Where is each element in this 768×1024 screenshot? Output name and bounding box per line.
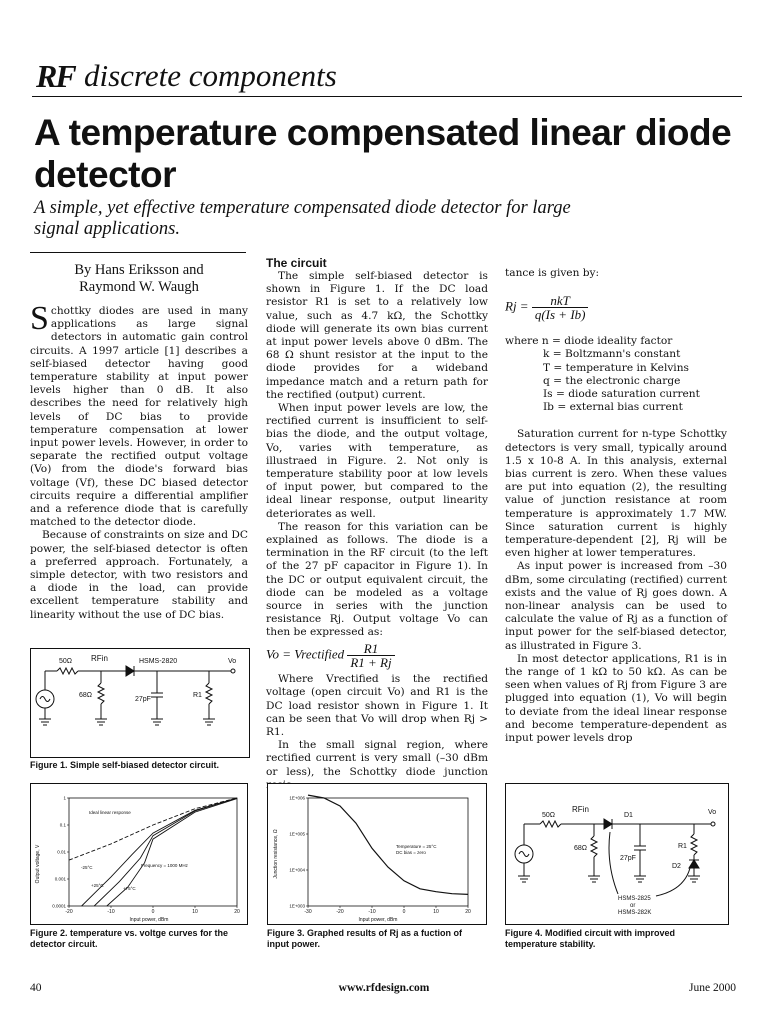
figure-3-chart: [267, 783, 487, 925]
col2-paragraph-1: The simple self-biased detector is shown in Figure 1. If the DC load resistor R1 is set to a relatively low value, such as 4.7 kΩ, the Schottky diode will generate its own bias current at input power levels above 0 dBm. The 68 Ω shunt resistor at the input to the diode provides for a wideband impedance match and a return path for the rectified (output) current.: [266, 270, 488, 401]
chart-1-y-tick-label: 1E+003: [289, 903, 305, 909]
figure-1-svg: [31, 649, 249, 757]
diode-symbol: [126, 666, 134, 676]
label-50-ohm: 50Ω: [59, 658, 73, 665]
chart-1-x-tick-label: 10: [433, 909, 439, 915]
figure-2-svg: [31, 784, 247, 924]
label-part-2: HSMS-282K: [618, 910, 652, 916]
fig2-label-minus25: -25°C: [81, 865, 93, 870]
chart-1-y-tick-label: 1E+005: [289, 831, 305, 837]
label-d2: D2: [672, 863, 681, 870]
chart-1-x-tick-label: -30: [304, 909, 312, 915]
output-terminal: [711, 822, 715, 826]
resistor-r1: [206, 683, 212, 704]
label-or: or: [630, 903, 636, 909]
label-r1: R1: [193, 692, 202, 699]
definitions-list: [505, 335, 727, 414]
equation-2: Rj = $\frac{\text{nkT}}{q(Is + Ib)}$: [505, 294, 727, 321]
chart-1-x-tick-label: -10: [368, 909, 376, 915]
label-rfin: RFin: [91, 654, 108, 663]
resistor-50: [57, 668, 78, 674]
byline-rule: [30, 252, 246, 253]
chart-0-y-tick-label: 0.01: [57, 849, 66, 855]
chart-0-y-tick-label: 0.001: [54, 876, 66, 882]
source-wave: [519, 852, 529, 857]
diode-d1-symbol: [604, 819, 612, 829]
chart-0-series-line: [69, 798, 237, 860]
label-68-ohm: 68Ω: [574, 845, 588, 852]
col1-paragraph-1: Schottky diodes are used in many applications as large signal detectors in automatic gain control circuits. A 1997 article [1] describes a self-biased detector having good temperature stability at input power levels higher than 0 dB. It also describes the need for relatively high levels of DC bias to provide temperature compensation at lower input power levels. However, in order to separate the rectified output voltage (Vo) from the diode's forward bias voltage (Vf), these DC biased detector circuits require a differential amplifier and a reference diode that is carefully matched to the detector diode.: [30, 300, 248, 529]
label-rfin: RFin: [572, 805, 589, 814]
pointer-to-d1: [609, 832, 618, 894]
chart-0-x-tick-label: -10: [107, 909, 115, 915]
fig2-ideal-label: Ideal linear response: [89, 810, 131, 815]
byline-line-2: Raymond W. Waugh: [79, 279, 199, 295]
figure-3-caption: Figure 3. Graphed results of Rj as a fuction of input power.: [267, 928, 463, 949]
definition-row: q = the electronic charge: [543, 374, 681, 387]
diode-d2-symbol: [689, 860, 699, 868]
chart-0-y-tick-label: 0.0001: [52, 903, 66, 909]
figure-4-svg: [506, 784, 728, 924]
figure-2-caption: Figure 2. temperature vs. voltge curves for the detector circuit.: [30, 928, 229, 949]
page-number: 40: [30, 982, 42, 994]
chart-1-y-tick-label: 1E+006: [289, 795, 305, 801]
label-27pf: 27pF: [620, 855, 636, 862]
figure-1-caption: Figure 1. Simple self-biased detector circuit.: [30, 760, 220, 770]
chart-0-y-tick-label: 0.1: [59, 822, 66, 828]
footer-date: June 2000: [689, 982, 736, 994]
label-part-1: HSMS-2825: [618, 896, 651, 902]
fig2-y-axis-label: Output voltage, V: [35, 844, 41, 884]
col2-paragraph-3: The reason for this variation can be explained as follows. The diode is a termination in the RF circuit (to the left of the 27 pF capacitor in Figure 1). In the DC or output equivalent circuit, the diode can be modeled as a voltage source in series with the junction resistance Rj. Output voltage Vo can then be expressed as:: [266, 520, 488, 639]
fig3-y-axis-label: Junction resistance, Ω: [273, 829, 279, 879]
label-r1: R1: [678, 843, 687, 850]
col3-paragraph-0: tance is given by:: [505, 266, 600, 279]
column-2-text: [266, 256, 488, 792]
circuit-heading: The circuit: [266, 256, 327, 270]
column-1-text: [30, 300, 248, 622]
byline-line-1: By Hans Eriksson and: [74, 262, 204, 278]
output-terminal: [231, 669, 235, 673]
col2-paragraph-5: In the small signal region, where rectified current is very small (–30 dBm or less), the Schottky diode junction: [266, 739, 488, 778]
chart-1-plot-frame: [308, 798, 468, 906]
pointer-to-d2: [656, 868, 690, 896]
figure-4-caption: Figure 4. Modified circuit with improved temperature stability.: [505, 928, 676, 949]
section-title: discrete components: [84, 58, 337, 93]
fig2-label-plus25: +25°C: [91, 883, 104, 888]
label-50-ohm: 50Ω: [542, 812, 556, 819]
label-vo: Vo: [708, 809, 717, 816]
chart-1-x-tick-label: 20: [465, 909, 471, 915]
label-vo: Vo: [228, 658, 237, 665]
figure-1-schematic: [30, 648, 250, 758]
col3-paragraph-1: Saturation current for n-type Schottky detectors is very small, typically around 1.5 x 10-8 A. In this analysis, external bias current is zero. When these values are put into equation (2), the resulting value of junction resistance at room temperature is approximately 1.7 MW. Since saturation current is highly temperature-dependent [2], Rj will be even higher at lower temperatures.: [505, 428, 727, 560]
definition-row: Is = diode saturation current: [543, 388, 700, 401]
col1-paragraph-2: Because of constraints on size and DC power, the self-biased detector is often a preferred approach. Fortunately, a simple detector, with two resistors and a diode in the load, can provide excellent temperature stability and linearity without the use of DC bias.: [30, 529, 248, 621]
figure-3-svg: [268, 784, 486, 924]
fig3-note-bias: DC bias = zero: [396, 850, 426, 855]
footer-url: www.rfdesign.com: [338, 982, 430, 994]
resistor-r1: [691, 834, 697, 855]
col2-paragraph-4: Where Vrectified is the rectified voltage (open circuit Vo) and R1 is the DC load resistor shown in Figure 1. It can be seen that Vo will drop when Rj > R1.: [266, 673, 488, 738]
column-3-text: [505, 256, 727, 745]
chart-1-x-tick-label: 0: [402, 909, 406, 915]
col3-paragraph-2: As input power is increased from –30 dBm, some circulating (rectified) current exists and the value of Rj goes down. A non-linear analysis can be used to calculate the value of Rj as a function of input power for the self-biased detector, as illustrated in Figure 3.: [505, 560, 727, 652]
resistor-68: [591, 836, 597, 857]
equation-1: Vo = Vrectified $\frac{R1}{R1 + Rj}$: [266, 642, 488, 669]
fig2-label-plus75: +75°C: [123, 886, 136, 891]
figure-2-chart: [30, 783, 248, 925]
resistor-68: [98, 683, 104, 704]
fig2-x-axis-label: Input power, dBm: [129, 917, 169, 923]
chart-0-x-tick-label: 10: [192, 909, 198, 915]
definition-row: where n = diode ideality factor: [505, 335, 673, 348]
definition-row: Ib = external bias current: [543, 401, 683, 414]
article-subtitle: A simple, yet effective temperature compensated diode detector for large signal applications.: [34, 198, 571, 239]
figure-4-schematic: [505, 783, 729, 925]
chart-0-y-tick-label: 1: [63, 795, 66, 801]
label-diode: HSMS-2820: [139, 658, 178, 665]
label-d1: D1: [624, 812, 633, 819]
fig3-x-axis-label: Input power, dBm: [358, 917, 398, 923]
fig3-note-temperature: Temperature = 25°C: [396, 844, 437, 849]
label-68-ohm: 68Ω: [79, 692, 93, 699]
dropcap: S: [30, 300, 49, 337]
label-27pf: 27pF: [135, 696, 151, 703]
definition-row: k = Boltzmann's constant: [543, 348, 681, 361]
definition-row: T = temperature in Kelvins: [543, 361, 689, 374]
byline: [30, 262, 248, 296]
chart-1-x-tick-label: -20: [336, 909, 344, 915]
col3-paragraph-3: In most detector applications, R1 is in the range of 1 kΩ to 50 kΩ. As can be seen when values of Rj from Figure 3 are plugged into equation (1), Vo will begin to deviate from the ideal linear response and become temperature-dependent as input power levels drop: [505, 652, 727, 745]
section-header: [32, 56, 742, 97]
chart-1-series-line: [308, 795, 468, 894]
chart-0-x-tick-label: -20: [65, 909, 73, 915]
article-title: A temperature compensated linear diode detector: [34, 112, 732, 195]
fig2-frequency-note: Frequency = 1000 MHz: [141, 863, 188, 868]
rf-logo: RF: [36, 58, 75, 94]
chart-0-x-tick-label: 0: [151, 909, 155, 915]
chart-0-x-tick-label: 20: [234, 909, 240, 915]
col2-paragraph-2: When input power levels are low, the rectified current is insufficient to self-bias the diode, and the output voltage, Vo, varies with temperature, as illustraed in Figure. 2. Not only is temperature stability poor at low levels of input power, but compared to the ideal linear response, output linearity deteriorates as well.: [266, 402, 488, 520]
resistor-50: [540, 821, 561, 827]
chart-1-y-tick-label: 1E+004: [289, 867, 305, 873]
source-wave: [40, 697, 50, 702]
